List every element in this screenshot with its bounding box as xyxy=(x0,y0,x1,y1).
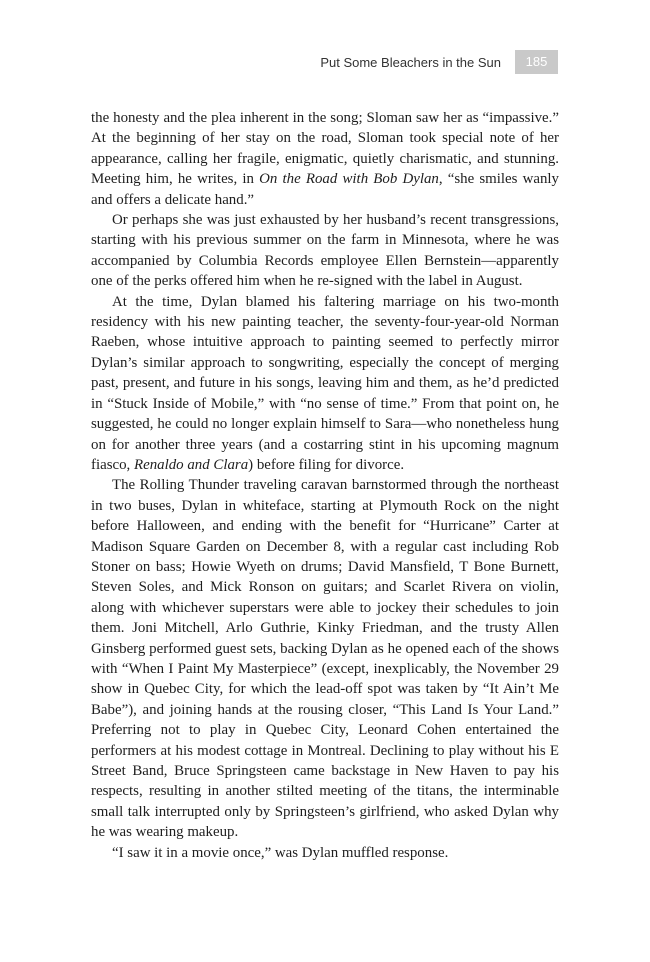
text-span: “I saw it in a movie once,” was Dylan muffled response. xyxy=(112,844,449,861)
text-span: ) before filing for divorce. xyxy=(248,456,405,473)
paragraph-4 xyxy=(91,475,559,842)
text-span: , “she smiles wanly and offers a delicate hand.” xyxy=(91,171,560,208)
running-head xyxy=(320,50,558,74)
text-span: The Rolling Thunder traveling caravan barnstormed through the northeast in two buses, Dylan in whiteface, starting at Plymouth Rock on the night before Halloween, and ending with the benefit for “Hurricane” Carter at Madison Square Garden on December 8, with a regular cast including Rob Stoner on bass; Howie Wyeth on drums; David Mansfield, T Bone Burnett, Steven Soles, and Mick Ronson on guitars; and Scarlet Rivera on violin, along with whichever superstars were able to jockey their schedules to join them. Joni Mitchell, Arlo Guthrie, Kinky Friedman, and the trusty Allen Ginsberg performed guest sets, backing Dylan as he opened each of the shows with “When I Paint My Masterpiece” (except, inexplicably, the November 29 show in Quebec City, for which the lead-off spot was taken by “It Ain’t Me Babe”), and joining hands at the rousing closer, “This Land Is Your Land.” Preferring not to play in Quebec City, Leonard Cohen entertained the performers at his modest cottage in Montreal. Declining to play without his E Street Band, Bruce Springsteen came backstage in New Haven to pay his respects, resulting in another stilted meeting of the titans, the interminable small talk interrupted only by Springsteen’s girlfriend, who asked Dylan why he was wearing makeup. xyxy=(91,477,559,841)
paragraph-1 xyxy=(91,108,559,210)
film-title: Renaldo and Clara xyxy=(134,456,249,473)
paragraph-5 xyxy=(91,843,559,863)
running-title: Put Some Bleachers in the Sun xyxy=(320,54,501,70)
paragraph-2 xyxy=(91,210,559,292)
paragraph-3 xyxy=(91,292,559,476)
body-text xyxy=(91,108,559,863)
page-number: 185 xyxy=(515,50,558,74)
text-span: the honesty and the plea inherent in the song; Sloman saw her as “impassive.” At the beginning of her stay on the road, Sloman took special note of her appearance, calling her fragile, enigmatic, quietly charismatic, and stunning. Meeting him, he writes, in xyxy=(91,110,559,188)
book-title: On the Road with Bob Dylan xyxy=(259,171,439,188)
text-span: At the time, Dylan blamed his faltering marriage on his two-month residency with his new painting teacher, the seventy-four-year-old Norman Raeben, whose intuitive approach to painting seemed to perfectly mirror Dylan’s similar approach to songwriting, especially the concept of merging past, present, and future in his songs, leaving him and them, as he’d predicted in “Stuck Inside of Mobile,” with “no sense of time.” From that point on, he suggested, he could no longer explain himself to Sara—who nonetheless hung on for another three years (and a costarring stint in his upcoming magnum fiasco, xyxy=(91,293,559,473)
text-span: Or perhaps she was just exhausted by her husband’s recent transgressions, starting with his previous summer on the farm in Minnesota, where he was accompanied by Columbia Records employee Ellen Bernstein—apparently one of the perks offered him when he re-signed with the label in August. xyxy=(91,212,559,290)
